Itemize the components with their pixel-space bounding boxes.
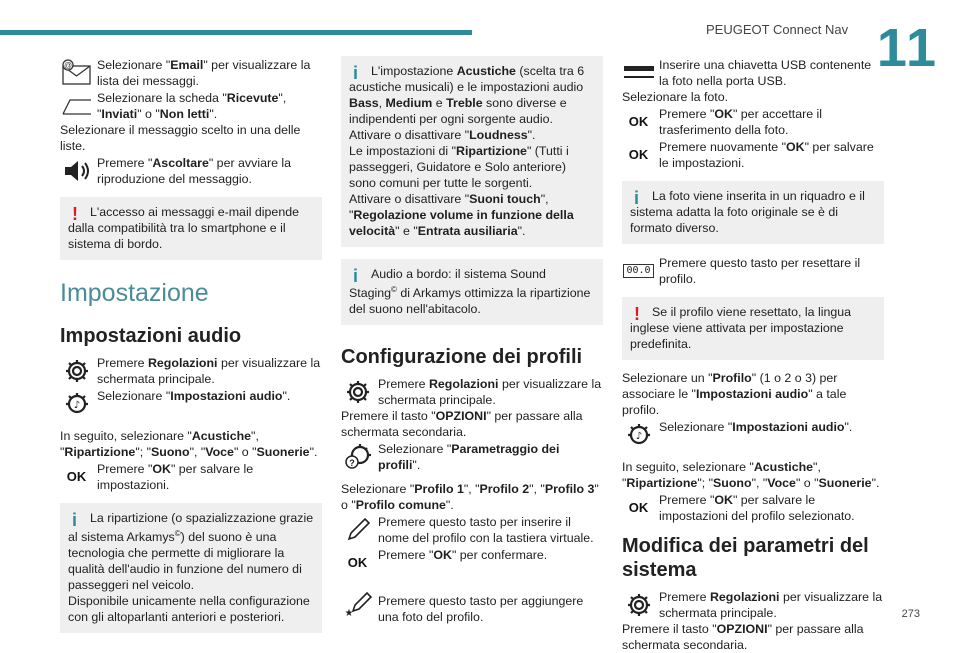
info-icon: i <box>634 188 640 208</box>
step-ok-confirm: OK Premere "OK" per confermare. <box>341 546 603 579</box>
step-usb: Inserire una chiavetta USB contenente la foto nella porta USB. <box>622 56 884 89</box>
step-settings: Premere Regolazioni per visualizzare la schermata principale. <box>341 375 603 408</box>
email-icon <box>60 56 93 89</box>
select-profile-text: Selezionare "Profilo 1", "Profilo 2", "Profilo 3" o "Profilo comune". <box>341 482 599 513</box>
section-title: Impostazione <box>60 279 209 307</box>
step-audio-settings: ♪ Selezionare "Impostazioni audio". <box>60 387 322 420</box>
info-box-photo: i La foto viene inserita in un riquadro e il sistema adatta la foto originale se è di formato diverso. <box>622 181 884 244</box>
step-ok-profile: OK Premere "OK" per salvare le impostazioni del profilo selezionato. <box>622 491 884 524</box>
step-settings: Premere Regolazioni per visualizzare la schermata principale. <box>622 588 884 621</box>
gear-profile-icon <box>341 440 374 473</box>
warning-icon: ! <box>72 204 78 224</box>
svg-text:@: @ <box>63 60 72 70</box>
pencil-icon <box>341 513 374 546</box>
svg-text:?: ? <box>348 457 355 468</box>
step-ok-save: OK Premere nuovamente "OK" per salvare le impostazioni. <box>622 138 884 171</box>
then-select-text: In seguito, selezionare "Acustiche", "Ripartizione"; "Suono", "Voce" o "Suonerie". <box>60 429 318 459</box>
info-icon: i <box>353 63 359 83</box>
gear-music-icon <box>60 387 93 420</box>
step-name: Premere questo tasto per inserire il nome del profilo con la tastiera virtuale. <box>341 513 603 546</box>
gear-icon <box>622 588 655 621</box>
step-ok: OK Premere "OK" per salvare le impostazioni. <box>60 460 322 493</box>
page-number: 273 <box>901 608 920 620</box>
warning-box-reset: ! Se il profilo viene resettato, la lingua inglese viene attivata per impostazione predefinita. <box>622 297 884 360</box>
step-ok-accept: OK Premere "OK" per accettare il trasferimento della foto. <box>622 105 884 138</box>
speaker-icon <box>60 154 93 187</box>
info-box: i La ripartizione (o spazializzazione grazie al sistema Arkamys©) del suono è una tecnologia che permette di migliorare la qualità dell'audio in funzione del numero di passeggeri nel veicolo. Disponibile unicamente nella configurazione con gli altoparlanti anteriori e posteriori. <box>60 503 322 633</box>
column-1 <box>60 56 322 641</box>
info-box-acoustics: i L'impostazione Acustiche (scelta tra 6 acustiche musicali) e le impostazioni audio Bass, Medium e Treble sono diverse e indipendenti per ogni sorgente audio. Attivare o disattivare "Loudness". Le impostazioni di "Ripartizione" (Tutti i passeggeri, Guidatore e Solo anteriore) sono comuni per tutte le sorgenti. Attivare o disattivare "Suoni touch", "Regolazione volume in funzione della velocità" e "Entrata ausiliaria". <box>341 56 603 247</box>
ok-icon: OK <box>628 499 649 515</box>
gear-music-icon <box>622 418 655 451</box>
header-accent-bar <box>0 30 472 35</box>
reset-icon: 00.0 <box>622 254 655 287</box>
svg-text:★: ★ <box>344 607 353 619</box>
pencil-star-icon <box>341 585 374 618</box>
ok-icon: OK <box>628 113 649 129</box>
step-tab: Selezionare la scheda "Ricevute", "Inviati" o "Non letti". <box>60 89 322 122</box>
info-icon: i <box>353 266 359 286</box>
gear-icon <box>341 375 374 408</box>
ok-icon: OK <box>628 146 649 162</box>
warning-box: ! L'accesso ai messaggi e-mail dipende dalla compatibilità tra lo smartphone e il sistema di bordo. <box>60 197 322 260</box>
info-icon: i <box>72 510 78 530</box>
step-profile-settings: ? Selezionare "Parametraggio dei profili". <box>341 440 603 473</box>
gear-icon <box>60 354 93 387</box>
svg-text:♪: ♪ <box>635 430 642 442</box>
subsection-title: Impostazioni audio <box>60 325 242 347</box>
step-settings: Premere Regolazioni per visualizzare la schermata principale. <box>60 354 322 387</box>
warning-icon: ! <box>634 304 640 324</box>
svg-text:♪: ♪ <box>73 399 80 411</box>
step-reset: 00.0 Premere questo tasto per resettare il profilo. <box>622 254 884 287</box>
step-email: @ Selezionare "Email" per visualizzare la lista dei messaggi. <box>60 56 322 89</box>
column-3 <box>622 56 884 653</box>
select-photo-text: Selezionare la foto. <box>622 90 729 104</box>
associate-profile-text: Selezionare un "Profilo" (1 o 2 o 3) per associare le "Impostazioni audio" a tale profilo. <box>622 371 847 417</box>
step-listen: Premere "Ascoltare" per avviare la riproduzione del messaggio. <box>60 154 322 187</box>
page-header-title: PEUGEOT Connect Nav <box>706 22 849 37</box>
ok-icon: OK <box>347 554 368 570</box>
step-photo: ★ Premere questo tasto per aggiungere una foto del profilo. <box>341 585 603 625</box>
system-params-title: Modifica dei parametri del sistema <box>622 535 869 581</box>
tab-icon <box>60 89 93 122</box>
options-text: Premere il tasto "OPZIONI" per passare alla schermata secondaria. <box>622 622 864 652</box>
column-2 <box>341 56 603 625</box>
profiles-title: Configurazione dei profili <box>341 346 583 369</box>
usb-stick-icon <box>622 56 655 89</box>
ok-icon: OK <box>66 468 87 484</box>
then-select-text: In seguito, selezionare "Acustiche", "Ripartizione"; "Suono", "Voce" o "Suonerie". <box>622 460 880 490</box>
info-box-sound-staging: i Audio a bordo: il sistema Sound Staging© di Arkamys ottimizza la ripartizione del suono nell'abitacolo. <box>341 259 603 325</box>
step-audio-settings: ♪ Selezionare "Impostazioni audio". <box>622 418 884 451</box>
chapter-number: 11 <box>876 18 938 78</box>
options-text: Premere il tasto "OPZIONI" per passare alla schermata secondaria. <box>341 409 583 440</box>
select-message-text: Selezionare il messaggio scelto in una delle liste. <box>60 123 301 153</box>
